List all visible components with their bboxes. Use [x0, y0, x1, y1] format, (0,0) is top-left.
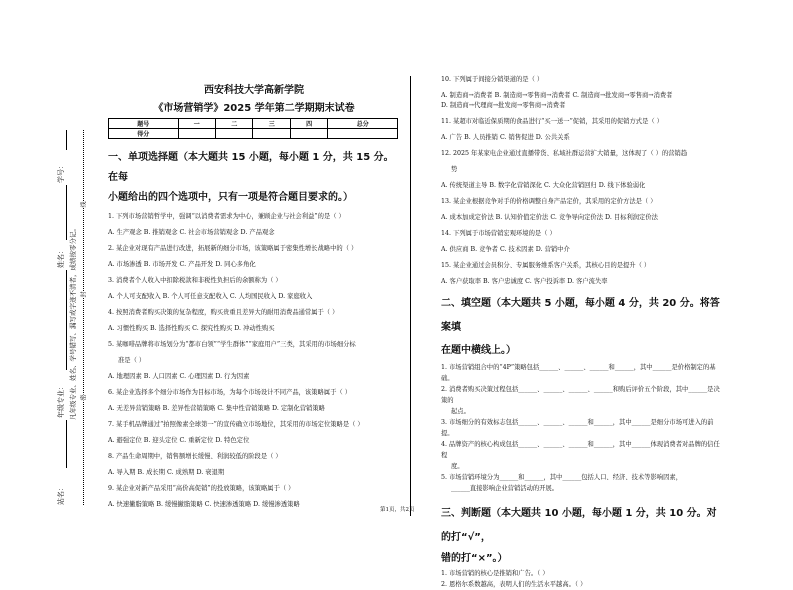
question-options: A. 生产观念 B. 推销观念 C. 社会市场营销观念 D. 产品观念 — [108, 229, 275, 236]
fill-blank-item: ______直接影响企业营销活动的开展。 — [451, 485, 559, 492]
major-label: 年级专业： — [57, 383, 65, 418]
score-table — [108, 118, 398, 139]
section1-heading: 小题给出的四个选项中，只有一项是符合题目要求的。） — [108, 192, 353, 203]
section2-heading: 在题中横线上。） — [441, 345, 516, 356]
fill-blank-item: 2. 消费者购买决策过程包括______、______、______、______和购后评价五个阶段，其中______是决策的 — [441, 386, 720, 404]
margin-line — [66, 420, 67, 468]
question-options: D. 制造商→代理商→批发商→零售商→消费者 — [441, 102, 566, 109]
question-options: A. 成本加成定价法 B. 认知价值定价法 C. 竞争导向定价法 D. 目标利润定价法 — [441, 214, 658, 221]
fill-blank-item: 1. 市场营销组合中的“4P”策略包括______、______、______和______，其中______是价格制定的基础。 — [441, 364, 716, 382]
question-options: A. 无差异营销策略 B. 差异性营销策略 C. 集中性营销策略 D. 定制化营销策略 — [108, 405, 325, 412]
question-text: 14. 下列属于市场营销宏观环境的是（ ） — [441, 230, 556, 237]
section1-left — [108, 148, 403, 513]
question-text: 5. 某咖啡品牌将市场划分为“都市白领”“学生群体”“家庭用户”三类，其采用的市场细分标 — [108, 341, 356, 348]
margin-line — [66, 185, 67, 240]
score-header: 总分 — [328, 119, 398, 129]
question-options: A. 习惯性购买 B. 选择性购买 C. 探究性购买 D. 冲动性购买 — [108, 325, 275, 332]
true-false-item: 2. 恩格尔系数越高，表明人们的生活水平越高。（ ） — [441, 581, 587, 588]
margin-line — [66, 130, 67, 150]
question-options: A. 供应商 B. 竞争者 C. 技术因素 D. 营销中介 — [441, 246, 570, 253]
question-options: A. 市场渗透 B. 市场开发 C. 产品开发 D. 同心多角化 — [108, 261, 256, 268]
fill-blank-item: 4. 品牌资产的核心构成包括______、______、______和______，其中______体现消费者对品牌的信任程 — [441, 441, 720, 459]
school-name: 西安科技大学高新学院 — [204, 85, 304, 96]
seal-dotted-line — [83, 130, 84, 505]
seal-mark: 线 — [80, 201, 88, 208]
fill-blank-item: 度。 — [451, 463, 464, 470]
score-cell[interactable] — [178, 129, 215, 139]
score-header: 三 — [253, 119, 290, 129]
question-text: 6. 某企业选择多个细分市场作为目标市场，为每个市场设计不同产品，该策略属于（ ） — [108, 389, 351, 396]
score-cell[interactable] — [328, 129, 398, 139]
station-label: 站名： — [57, 484, 65, 505]
score-cell[interactable] — [216, 129, 253, 139]
page-number: 第1页，共2页 — [380, 507, 415, 513]
question-text: 10. 下列属于间接分销渠道的是（ ） — [441, 76, 544, 83]
exam-title: 《市场营销学》2025 学年第二学期期末试卷 — [153, 103, 355, 114]
seal-mark: 密 — [80, 394, 88, 401]
question-text: 3. 消费者个人收入中扣除税款和非税性负担后的余额称为（ ） — [108, 277, 282, 284]
question-text: 7. 某手机品牌通过“拍照像素全球第一”的宣传确立市场地位，其采用的市场定位策略是（ ） — [108, 421, 364, 428]
question-options: A. 地理因素 B. 人口因素 C. 心理因素 D. 行为因素 — [108, 373, 250, 380]
fill-blank-item: 起点。 — [451, 408, 470, 415]
score-row-label: 得分 — [109, 129, 179, 139]
binding-notice: 凡年级专业、姓名、学号错写、漏写或字迹不清者，成绩按零分记。 — [69, 225, 77, 420]
name-label: 姓名： — [57, 247, 65, 268]
score-header: 二 — [216, 119, 253, 129]
question-text: 2. 某企业对现有产品进行改进，拓展新的细分市场，该策略属于密集性增长战略中的（ ） — [108, 245, 358, 252]
question-text: 准是（ ） — [118, 357, 146, 364]
section3-heading: 三、判断题（本大题共 10 小题，每小题 1 分，共 10 分。对的打“√”， — [441, 508, 717, 543]
question-text: 12. 2025 年某家电企业通过直播带货、私域社群运营扩大销量，这体现了（ ）的营销趋 — [441, 150, 688, 157]
question-text: 9. 某企业对新产品采用“高价高促销”的投放策略，该策略属于（ ） — [108, 485, 295, 492]
score-header: 一 — [178, 119, 215, 129]
section3-heading: 错的打“×”。） — [441, 553, 508, 564]
fill-blank-item: 3. 市场细分的有效标志包括______、______、______和______，其中______是细分市场可进入的前提。 — [441, 419, 714, 437]
seal-mark: 封 — [80, 291, 88, 298]
question-options: A. 客户获取率 B. 客户忠诚度 C. 客户投诉率 D. 客户流失率 — [441, 278, 608, 285]
question-text: 8. 产品生命周期中，销售额增长缓慢、利润较低的阶段是（ ） — [108, 453, 282, 460]
student-id-label: 学号： — [57, 162, 65, 183]
question-options: A. 快速撇脂策略 B. 缓慢撇脂策略 C. 快速渗透策略 D. 缓慢渗透策略 — [108, 501, 300, 508]
question-text: 13. 某企业根据竞争对手的价格调整自身产品定价，其采用的定价方法是（ ） — [441, 198, 657, 205]
margin-line — [66, 270, 67, 370]
question-text: 11. 某超市对临近保质期的食品进行“买一送一”促销，其采用的促销方式是（ ） — [441, 118, 663, 125]
score-cell[interactable] — [290, 129, 327, 139]
question-text: 4. 按照消费者购买决策的复杂程度，购买贵重且差异大的耐用消费品通常属于（ ） — [108, 309, 339, 316]
score-header: 题号 — [109, 119, 179, 129]
true-false-item: 1. 市场营销的核心是推销和广告。（ ） — [441, 570, 549, 577]
question-options: A. 个人可支配收入 B. 个人可任意支配收入 C. 人均国民收入 D. 家庭收入 — [108, 293, 313, 300]
question-options: A. 传统渠道主导 B. 数字化营销深化 C. 大众化营销回归 D. 线下体验弱化 — [441, 182, 646, 189]
question-options: A. 广告 B. 人员推销 C. 销售促进 D. 公共关系 — [441, 134, 570, 141]
question-options: A. 导入期 B. 成长期 C. 成熟期 D. 衰退期 — [108, 469, 225, 476]
score-cell[interactable] — [253, 129, 290, 139]
fill-blank-item: 5. 市场营销环境分为______和______，其中______包括人口、经济、技术等影响因素， — [441, 474, 682, 481]
question-text: 15. 某企业通过会员积分、专属服务维系客户关系，其核心目的是提升（ ） — [441, 262, 651, 269]
section1-heading: 一、单项选择题（本大题共 15 小题，每小题 1 分，共 15 分。在每 — [108, 152, 394, 183]
right-column — [441, 72, 726, 590]
question-options: A. 制造商→消费者 B. 制造商→零售商→消费者 C. 制造商→批发商→零售商→消费者 — [441, 92, 673, 99]
question-text: 1. 下列市场营销哲学中，强调“以消费者需求为中心，兼顾企业与社会利益”的是（ ） — [108, 213, 345, 220]
section2-heading: 二、填空题（本大题共 5 小题，每小题 4 分，共 20 分。将答案填 — [441, 298, 720, 333]
question-options: A. 避强定位 B. 迎头定位 C. 重新定位 D. 特色定位 — [108, 437, 250, 444]
column-divider — [410, 76, 411, 516]
question-text: 势 — [451, 166, 458, 173]
score-header: 四 — [290, 119, 327, 129]
